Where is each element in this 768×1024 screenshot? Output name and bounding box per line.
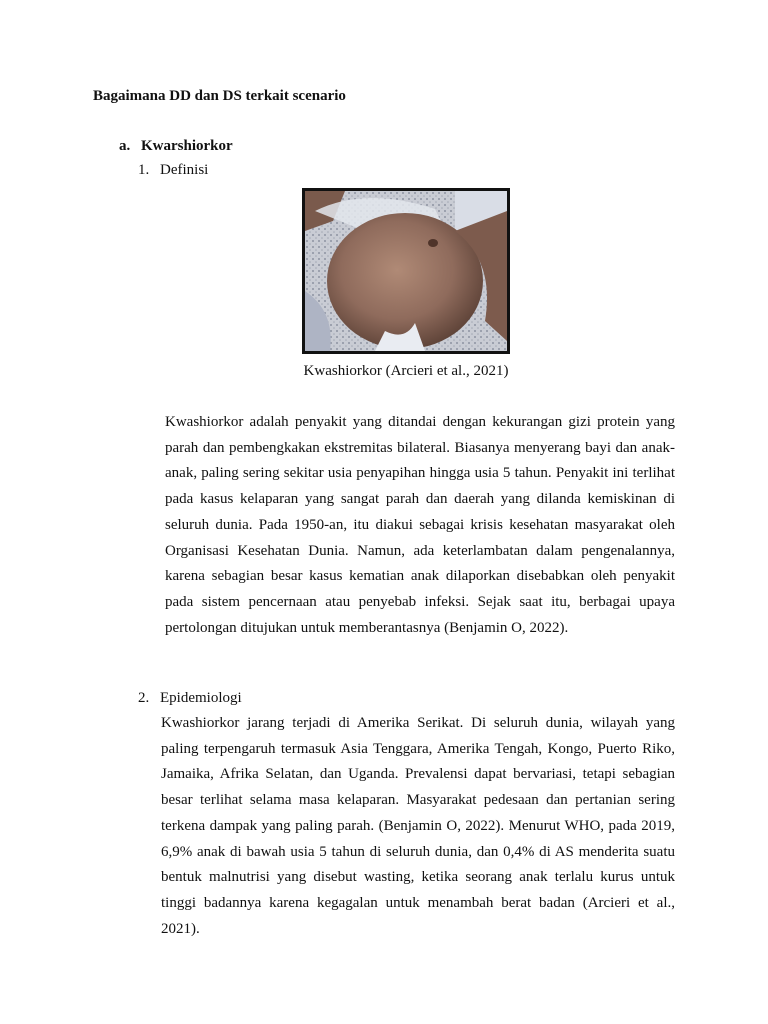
item-epidemiologi [138,690,242,707]
page-heading: Bagaimana DD dan DS terkait scenario [93,88,346,104]
figure-caption: Kwashiorkor (Arcieri et al., 2021) [303,363,509,379]
epidemiologi-paragraph: Kwashiorkor jarang terjadi di Amerika Serikat. Di seluruh dunia, wilayah yang paling terpengaruh termasuk Asia Tenggara, Amerika Tengah, Kongo, Puerto Riko, Jamaika, Afrika Selatan, dan Uganda. Prevalensi dapat bervariasi, tetapi sebagian besar terlihat selama masa kelaparan. Masyarakat pedesaan dan pertanian sering terkena dampak yang paling parah. (Benjamin O, 2022). Menurut WHO, pada 2019, 6,9% anak di bawah usia 5 tahun di seluruh dunia, dan 0,4% di AS menderita suatu bentuk malnutrisi yang disebut wasting, ketika seorang anak terlalu kurus untuk tinggi badannya karena kegagalan untuk menambah berat badan (Arcieri et al., 2021). [161,715,675,937]
item-number: 2. [138,690,150,706]
definisi-paragraph: Kwashiorkor adalah penyakit yang ditandai dengan kekurangan gizi protein yang parah dan pembengkakan ekstremitas bilateral. Biasanya menyerang bayi dan anak-anak, paling sering sekitar usia penyapihan hingga usia 5 tahun. Penyakit ini terlihat pada kasus kelaparan yang sangat parah dan daerah yang dilanda kemiskinan di seluruh dunia. Pada 1950-an, itu diakui sebagai krisis kesehatan masyarakat oleh Organisasi Kesehatan Dunia. Namun, ada keterlambatan dalam pengenalannya, karena sebagian besar kasus kematian anak dilaporkan disebabkan oleh penyakit pada sistem pencernaan atau penyebab infeksi. Sejak saat itu, berbagai upaya pertolongan ditujukan untuk memberantasnya (Benjamin O, 2022). [165,414,675,636]
kwashiorkor-figure [302,188,510,354]
section-a-marker: a. [119,138,131,154]
item-number: 1. [138,162,150,178]
abdomen-photo-image [305,191,507,351]
item-definisi [138,162,208,179]
section-a-label: Kwarshiorkor [141,138,233,154]
section-a-title [119,138,233,155]
item-title: Definisi [160,162,209,178]
item-title: Epidemiologi [160,690,242,706]
